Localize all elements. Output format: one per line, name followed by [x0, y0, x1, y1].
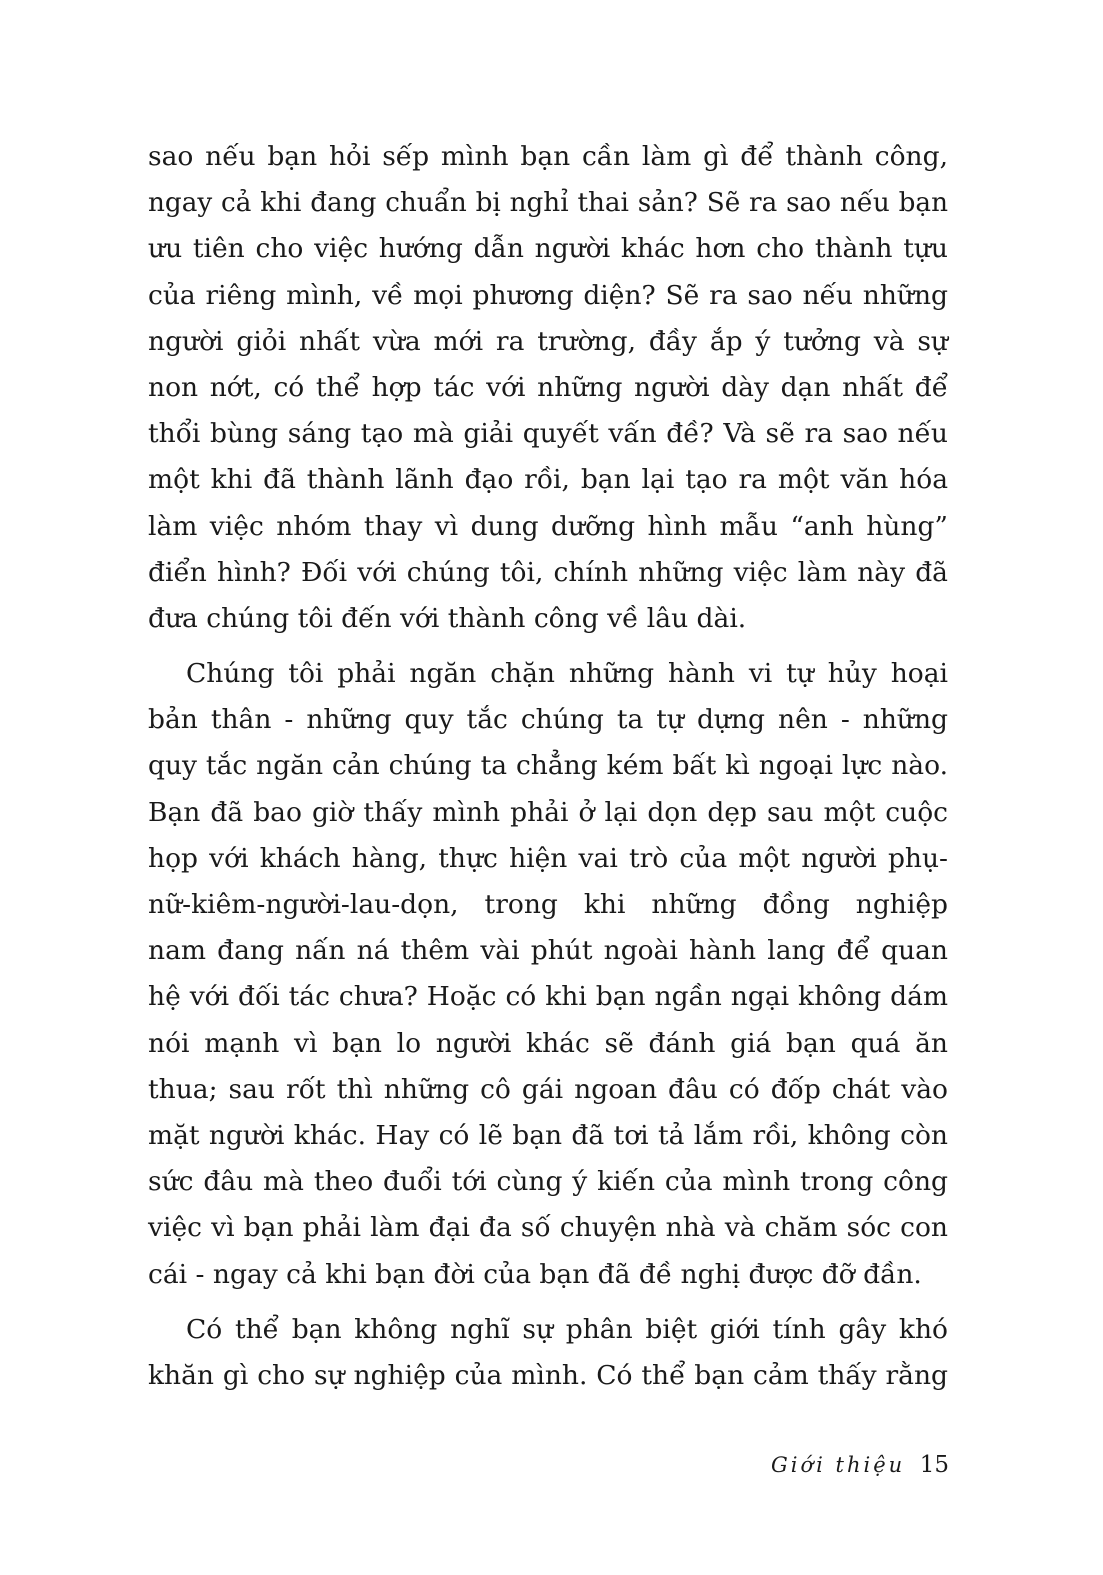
text-line: bản thân - những quy tắc chúng ta tự dựng nên - những: [148, 704, 948, 736]
text-line: khăn gì cho sự nghiệp của mình. Có thể bạn cảm thấy rằng: [148, 1359, 948, 1391]
text-line: Có thể bạn không nghĩ sự phân biệt giới tính gây khó: [186, 1313, 948, 1345]
text-line: người giỏi nhất vừa mới ra trường, đầy ắp ý tưởng và sự: [148, 325, 948, 357]
text-line: hệ với đối tác chưa? Hoặc có khi bạn ngần ngại không dám: [148, 981, 948, 1013]
text-line: nam đang nấn ná thêm vài phút ngoài hành lang để quan: [148, 935, 948, 967]
paragraph: [148, 651, 948, 1298]
text-line: non nớt, có thể hợp tác với những người dày dạn nhất để: [148, 371, 948, 403]
text-line: thua; sau rốt thì những cô gái ngoan đâu có đốp chát vào: [148, 1073, 948, 1105]
text-line: làm việc nhóm thay vì dung dưỡng hình mẫu “anh hùng”: [148, 510, 948, 542]
text-line: điển hình? Đối với chúng tôi, chính những việc làm này đã: [148, 556, 948, 588]
text-line: sao nếu bạn hỏi sếp mình bạn cần làm gì để thành công,: [148, 141, 948, 172]
text-line: một khi đã thành lãnh đạo rồi, bạn lại tạo ra một văn hóa: [148, 464, 948, 496]
text-line: việc vì bạn phải làm đại đa số chuyện nhà và chăm sóc con: [148, 1212, 948, 1244]
text-line: Bạn đã bao giờ thấy mình phải ở lại dọn dẹp sau một cuộc: [148, 796, 948, 828]
text-line: quy tắc ngăn cản chúng ta chẳng kém bất kì ngoại lực nào.: [148, 750, 948, 782]
page-footer: [771, 1452, 949, 1486]
text-line: ngay cả khi đang chuẩn bị nghỉ thai sản? Sẽ ra sao nếu bạn: [148, 188, 948, 219]
text-line: đưa chúng tôi đến với thành công về lâu dài.: [148, 602, 747, 634]
paragraph: [148, 134, 948, 642]
text-line: Chúng tôi phải ngăn chặn những hành vi tự hủy hoại: [186, 658, 948, 690]
text-line: sức đâu mà theo đuổi tới cùng ý kiến của mình trong công: [148, 1166, 948, 1198]
page-number: 15: [919, 1452, 949, 1478]
body-text: [148, 134, 948, 1399]
text-line: ưu tiên cho việc hướng dẫn người khác hơn cho thành tựu: [148, 233, 948, 265]
text-line: mặt người khác. Hay có lẽ bạn đã tơi tả lắm rồi, không còn: [148, 1119, 948, 1151]
paragraph: [148, 1307, 948, 1399]
text-line: nữ-kiêm-người-lau-dọn, trong khi những đồng nghiệp: [148, 889, 948, 920]
text-line: nói mạnh vì bạn lo người khác sẽ đánh giá bạn quá ăn: [148, 1027, 948, 1059]
text-line: của riêng mình, về mọi phương diện? Sẽ ra sao nếu những: [148, 279, 948, 311]
text-line: họp với khách hàng, thực hiện vai trò của một người phụ-: [148, 842, 948, 874]
text-line: cái - ngay cả khi bạn đời của bạn đã đề nghị được đỡ đần.: [148, 1258, 922, 1290]
text-line: thổi bùng sáng tạo mà giải quyết vấn đề? Và sẽ ra sao nếu: [148, 418, 948, 450]
running-head: Giới thiệu: [771, 1453, 906, 1477]
